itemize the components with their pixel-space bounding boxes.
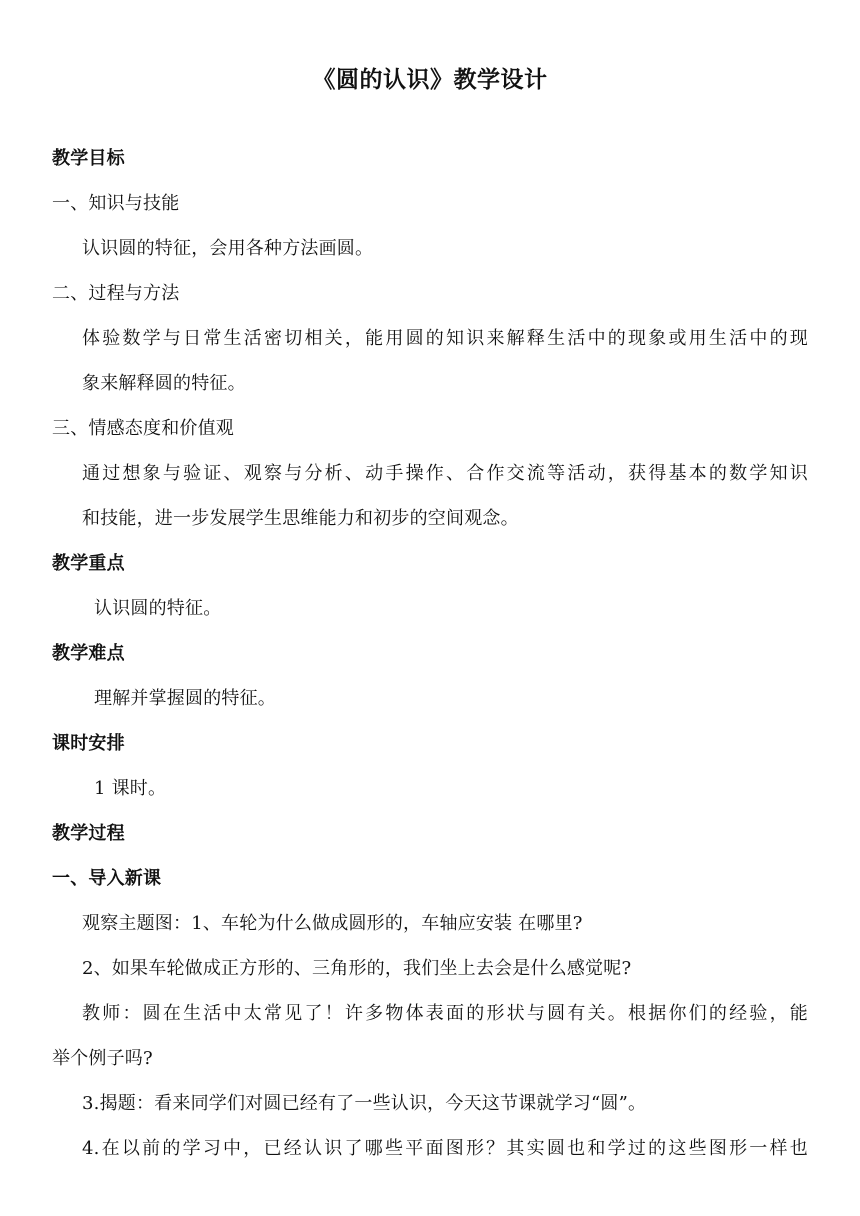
section1-heading: 一、导入新课: [52, 868, 162, 889]
goal3-text-line2: 和技能，进一步发展学生思维能力和初步的空间观念。: [82, 508, 519, 529]
goal1-heading: 一、知识与技能: [52, 193, 180, 214]
goal2-text-line2: 象来解释圆的特征。: [82, 373, 246, 394]
goal3-text-line1: 通过想象与验证、观察与分析、动手操作、合作交流等活动，获得基本的数学知识: [82, 463, 808, 484]
process-heading: 教学过程: [52, 823, 125, 844]
paragraph-4: 3.揭题：看来同学们对圆已经有了一些认识，今天这节课就学习“圆”。: [82, 1093, 647, 1114]
paragraph-5: 4.在以前的学习中，已经认识了哪些平面图形？其实圆也和学过的这些图形一样也: [82, 1138, 808, 1159]
schedule-heading: 课时安排: [52, 733, 125, 754]
goal2-text-line1: 体验数学与日常生活密切相关，能用圆的知识来解释生活中的现象或用生活中的现: [82, 328, 808, 349]
schedule-text: 1 课时。: [94, 778, 167, 799]
paragraph-2: 2、如果车轮做成正方形的、三角形的，我们坐上去会是什么感觉呢?: [82, 958, 632, 979]
goal1-text: 认识圆的特征，会用各种方法画圆。: [82, 238, 374, 259]
difficulty-heading: 教学难点: [52, 643, 125, 664]
difficulty-text: 理解并掌握圆的特征。: [94, 688, 276, 709]
goals-heading: 教学目标: [52, 148, 125, 169]
key-heading: 教学重点: [52, 553, 125, 574]
key-text: 认识圆的特征。: [94, 598, 222, 619]
goal3-heading: 三、情感态度和价值观: [52, 418, 234, 439]
goal2-heading: 二、过程与方法: [52, 283, 180, 304]
paragraph-3-line2: 举个例子吗?: [52, 1048, 153, 1069]
paragraph-1: 观察主题图：1、车轮为什么做成圆形的，车轴应安装 在哪里?: [82, 913, 583, 934]
document-title: 《圆的认识》教学设计: [312, 67, 548, 93]
paragraph-3-line1: 教师：圆在生活中太常见了！许多物体表面的形状与圆有关。根据你们的经验，能: [82, 1003, 808, 1024]
